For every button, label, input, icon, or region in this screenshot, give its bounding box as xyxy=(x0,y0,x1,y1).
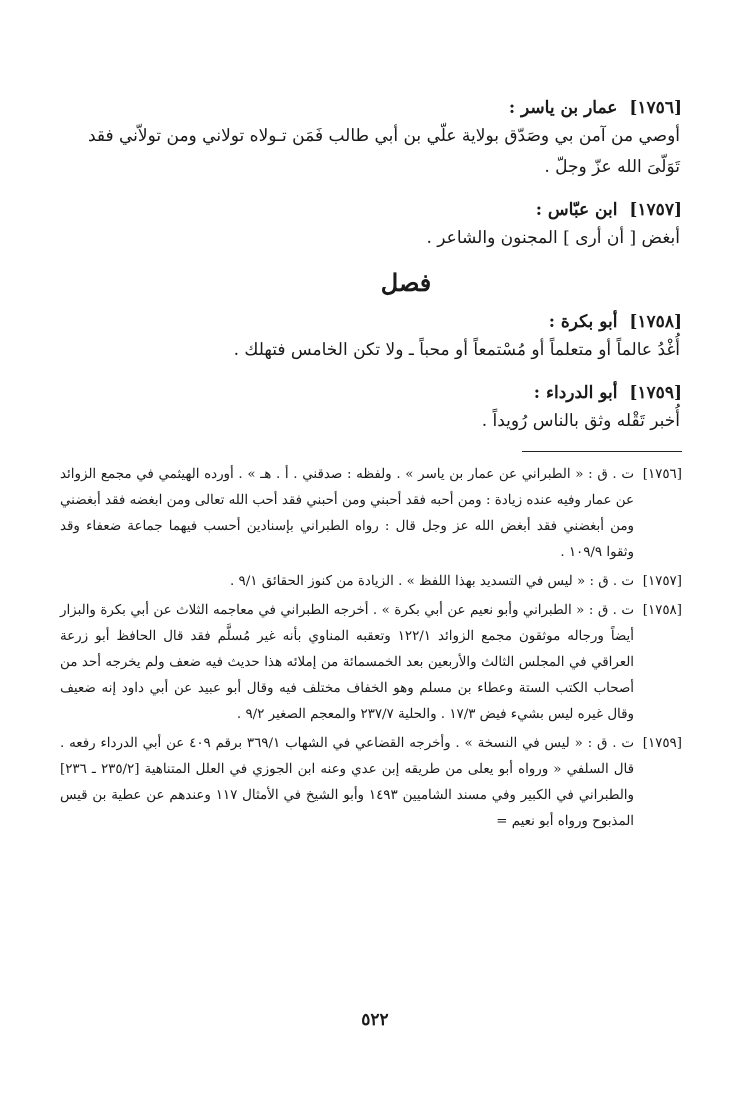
footnote-number: [١٧٥٨] xyxy=(642,603,682,618)
footnote-number: [١٧٥٩] xyxy=(642,736,682,751)
footnote xyxy=(60,598,682,728)
entry-number: [١٧٥٩] xyxy=(629,383,682,403)
narrator-name: أبو الدرداء : xyxy=(533,383,618,403)
footnote xyxy=(60,569,682,595)
footnote-number: [١٧٥٦] xyxy=(642,467,682,482)
entry-number: [١٧٥٨] xyxy=(629,312,682,332)
section-title: فصل xyxy=(380,268,432,297)
footnote-text: ت . ق : « ليس في التسديد بهذا اللفظ » . الزيادة من كنوز الحقائق ٩/١ . xyxy=(230,574,634,589)
narrator-name: عمار بن ياسر : xyxy=(508,98,618,118)
footnote xyxy=(60,731,682,835)
entry-heading xyxy=(60,95,682,121)
entry-1758 xyxy=(60,309,682,366)
hadith-text: أبغض [ أن أرى ] المجنون والشاعر . xyxy=(426,228,680,248)
hadith-text: أُخبر تَقْله وثق بالناس رُويداً . xyxy=(481,411,680,431)
footnote-divider xyxy=(522,451,682,452)
hadith-text: أُغْدُ عالماً أو متعلماً أو مُسْتمعاً أو محباً ـ ولا تكن الخامس فتهلك . xyxy=(233,340,680,360)
narrator-name: أبو بكرة : xyxy=(548,312,618,332)
footnote-number: [١٧٥٧] xyxy=(642,574,682,589)
entry-1756 xyxy=(60,95,682,183)
entry-heading xyxy=(60,197,682,223)
footnote-text: ت . ق : « الطبراني وأبو نعيم عن أبي بكرة » . أخرجه الطبراني في معاجمه الثلاث عن أبي بكرة والبزار أيضاً ورجاله موثقون مجمع الزوائد ١٢٢/١ وتعقبه المناوي بأنه غير مُسلَّم فقد قال الحافظ أبو زرعة العراقي في المجلس الثالث والأربعين بعد الخمسمائة من إملائه هذا حديث فيه ضعف ولم يخرجه أحد من أصحاب الكتب الستة وعطاء بن مسلم وهو الخفاف مختلف فيه وقال أبو عبيد عن أبي داود إنه ضعيف وقال غيره ليس بشيء فيض ١٧/٣ . والحلية ٢٣٧/٧ والمعجم الصغير ٩/٢ . xyxy=(60,603,634,722)
narrator-name: ابن عبّاس : xyxy=(535,200,618,220)
entry-1759 xyxy=(60,380,682,437)
entry-heading xyxy=(60,309,682,335)
entry-heading xyxy=(60,380,682,406)
page-number: ٥٢٢ xyxy=(361,1010,389,1030)
entry-number: [١٧٥٧] xyxy=(629,200,682,220)
entry-number: [١٧٥٦] xyxy=(629,98,682,118)
footnote-text: ت . ق : « ليس في النسخة » . وأخرجه القضاعي في الشهاب ٣٦٩/١ برقم ٤٠٩ عن أبي الدرداء رفعه . قال السلفي « ورواه أبو يعلى من طريقه إبن عدي وعنه ابن الجوزي في العلل المتناهية [٢٣٥/٢ ـ ٢٣٦] والطبراني في الكبير وفي مسند الشاميين ١٤٩٣ وأبو الشيخ في الأمثال ١١٧ وعندهم عن عطية بن قيس المذبوح ورواه أبو نعيم = xyxy=(60,736,635,829)
entry-1757 xyxy=(60,197,682,254)
hadith-text: أوصي من آمن بي وصَدّق بولاية علّي بن أبي طالب فَمَن تـولاه تولاني ومن تولاّني فقد تَوَلّىَ الله عزّ وجلّ . xyxy=(87,126,680,177)
footnote-text: ت . ق : « الطبراني عن عمار بن ياسر » . ولفظه : صدقني . أ . هـ » . أورده الهيثمي في مجمع الزوائد عن عمار وفيه عنده زيادة : ومن أحبه فقد أحبني ومن أحبني فقد أحب الله تعالى ومن ابغضه فقد أبغضني ومن أبغضني فقد أبغض الله عز وجل قال : رواه الطبراني بإسنادين أحسب فيهما جماعة ضعفاء وقد وثقوا ١٠٩/٩ . xyxy=(60,467,634,560)
page-body xyxy=(60,95,682,838)
footnote xyxy=(60,462,682,566)
